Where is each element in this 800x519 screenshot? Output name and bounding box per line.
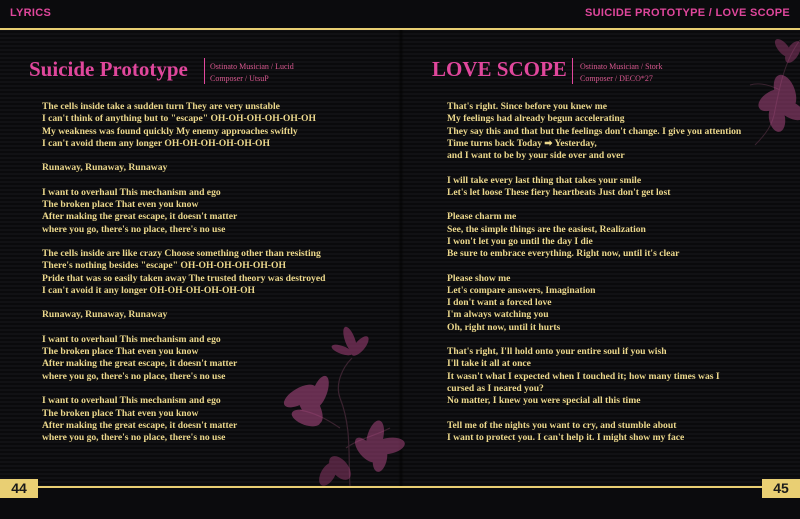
lyric-line: I don't want a forced love <box>447 297 552 309</box>
lyric-line: My feelings had already begun accelerating <box>447 113 625 125</box>
stanza <box>447 420 792 445</box>
stanza <box>447 101 792 162</box>
lyric-line: The broken place That even you know <box>42 407 199 419</box>
page-number-right: 45 <box>762 479 800 498</box>
lyric-line: They say this and that but the feelings don't change. I give you attention <box>447 125 742 137</box>
lyric-line: Be sure to embrace everything. Right now, until it's clear <box>447 248 680 260</box>
lyric-line: After making the great escape, it doesn't matter <box>42 211 238 223</box>
lyric-line: See, the simple things are the easiest, Realization <box>447 223 646 235</box>
lyric-line: After making the great escape, it doesn't matter <box>42 419 238 431</box>
lyric-line: That's right, I'll hold onto your entire soul if you wish <box>447 346 667 358</box>
stanza <box>447 346 792 407</box>
lyric-line: and I want to be by your side over and over <box>447 150 625 161</box>
lyric-line: I won't let you go until the day I die <box>447 235 593 247</box>
stanza <box>447 273 792 334</box>
stanza <box>42 334 402 383</box>
lyric-line: My weakness was found quickly My enemy approaches swiftly <box>42 125 298 137</box>
lyric-line: where you go, there's no place, there's no use <box>42 432 226 444</box>
title-divider <box>572 58 573 84</box>
credits-right <box>580 61 662 85</box>
lyric-line: Oh, right now, until it hurts <box>447 321 561 333</box>
lyric-line: I want to overhaul This mechanism and ego <box>42 333 221 345</box>
lyric-line: The broken place That even you know <box>42 346 199 358</box>
section-label: LYRICS <box>10 7 52 19</box>
lyric-line: cursed as I neared you? <box>447 382 544 394</box>
stanza <box>42 101 402 150</box>
header-bar <box>0 0 800 30</box>
lyric-line: I can't think of anything but to "escape" OH-OH-OH-OH-OH-OH <box>42 113 316 125</box>
lyric-line: Let's compare answers, Imagination <box>447 284 596 296</box>
lyric-line: I'm always watching you <box>447 309 549 321</box>
lyric-line: That's right. Since before you knew me <box>447 101 607 112</box>
lyric-line: I can't avoid them any longer OH-OH-OH-OH-OH-OH <box>42 137 270 149</box>
lyric-line: Please show me <box>447 272 511 284</box>
credit-musician: Ostinato Musician / Lucid <box>210 62 294 71</box>
lyric-line: After making the great escape, it doesn't matter <box>42 358 238 370</box>
page-number-left: 44 <box>0 479 38 498</box>
lyrics-left <box>42 101 402 457</box>
lyric-line: Runaway, Runaway, Runaway <box>42 309 168 321</box>
lyric-line: Please charm me <box>447 211 517 223</box>
footer-bar <box>0 488 800 519</box>
title-divider <box>204 58 205 84</box>
credits-left <box>210 61 294 85</box>
credit-composer: Composer / UtsuP <box>210 74 269 83</box>
lyric-line: The broken place That even you know <box>42 199 199 211</box>
lyric-line: Tell me of the nights you want to cry, and stumble about <box>447 419 677 431</box>
lyric-line: I will take every last thing that takes your smile <box>447 174 642 186</box>
lyric-line: The cells inside take a sudden turn They are very unstable <box>42 101 280 112</box>
stanza <box>42 187 402 236</box>
song-title-left: Suicide Prototype <box>29 57 188 81</box>
stanza <box>447 175 792 200</box>
lyrics-right <box>447 101 792 457</box>
lyric-line: I can't avoid it any longer OH-OH-OH-OH-OH-OH <box>42 284 256 296</box>
credit-musician: Ostinato Musician / Stork <box>580 62 663 71</box>
lyric-line: The cells inside are like crazy Choose something other than resisting <box>42 248 321 260</box>
song-title-right: LOVE SCOPE <box>432 57 567 81</box>
stanza <box>42 395 402 444</box>
stanza <box>42 162 402 174</box>
running-title: SUICIDE PROTOTYPE / LOVE SCOPE <box>584 7 790 19</box>
stanza <box>447 211 792 260</box>
lyric-line: Let's let loose These fiery heartbeats Just don't get lost <box>447 186 671 198</box>
lyric-line: Runaway, Runaway, Runaway <box>42 162 168 174</box>
lyric-line: I'll take it all at once <box>447 358 531 370</box>
lyric-line: where you go, there's no place, there's no use <box>42 223 226 235</box>
lyric-line: No matter, I knew you were special all this time <box>447 395 641 407</box>
lyric-line: Time turns back Today ➡ Yesterday, <box>447 137 597 149</box>
stanza <box>42 309 402 321</box>
credit-composer: Composer / DECO*27 <box>580 74 653 83</box>
lyric-line: It wasn't what I expected when I touched it; how many times was I <box>447 370 720 382</box>
lyric-line: I want to protect you. I can't help it. I might show my face <box>447 431 685 443</box>
lyric-line: where you go, there's no place, there's no use <box>42 370 226 382</box>
lyric-line: There's nothing besides "escape" OH-OH-OH-OH-OH-OH <box>42 260 286 272</box>
lyric-line: I want to overhaul This mechanism and ego <box>42 186 221 198</box>
lyric-line: I want to overhaul This mechanism and ego <box>42 395 221 407</box>
lyric-line: Pride that was so easily taken away The trusted theory was destroyed <box>42 272 326 284</box>
stanza <box>42 248 402 297</box>
